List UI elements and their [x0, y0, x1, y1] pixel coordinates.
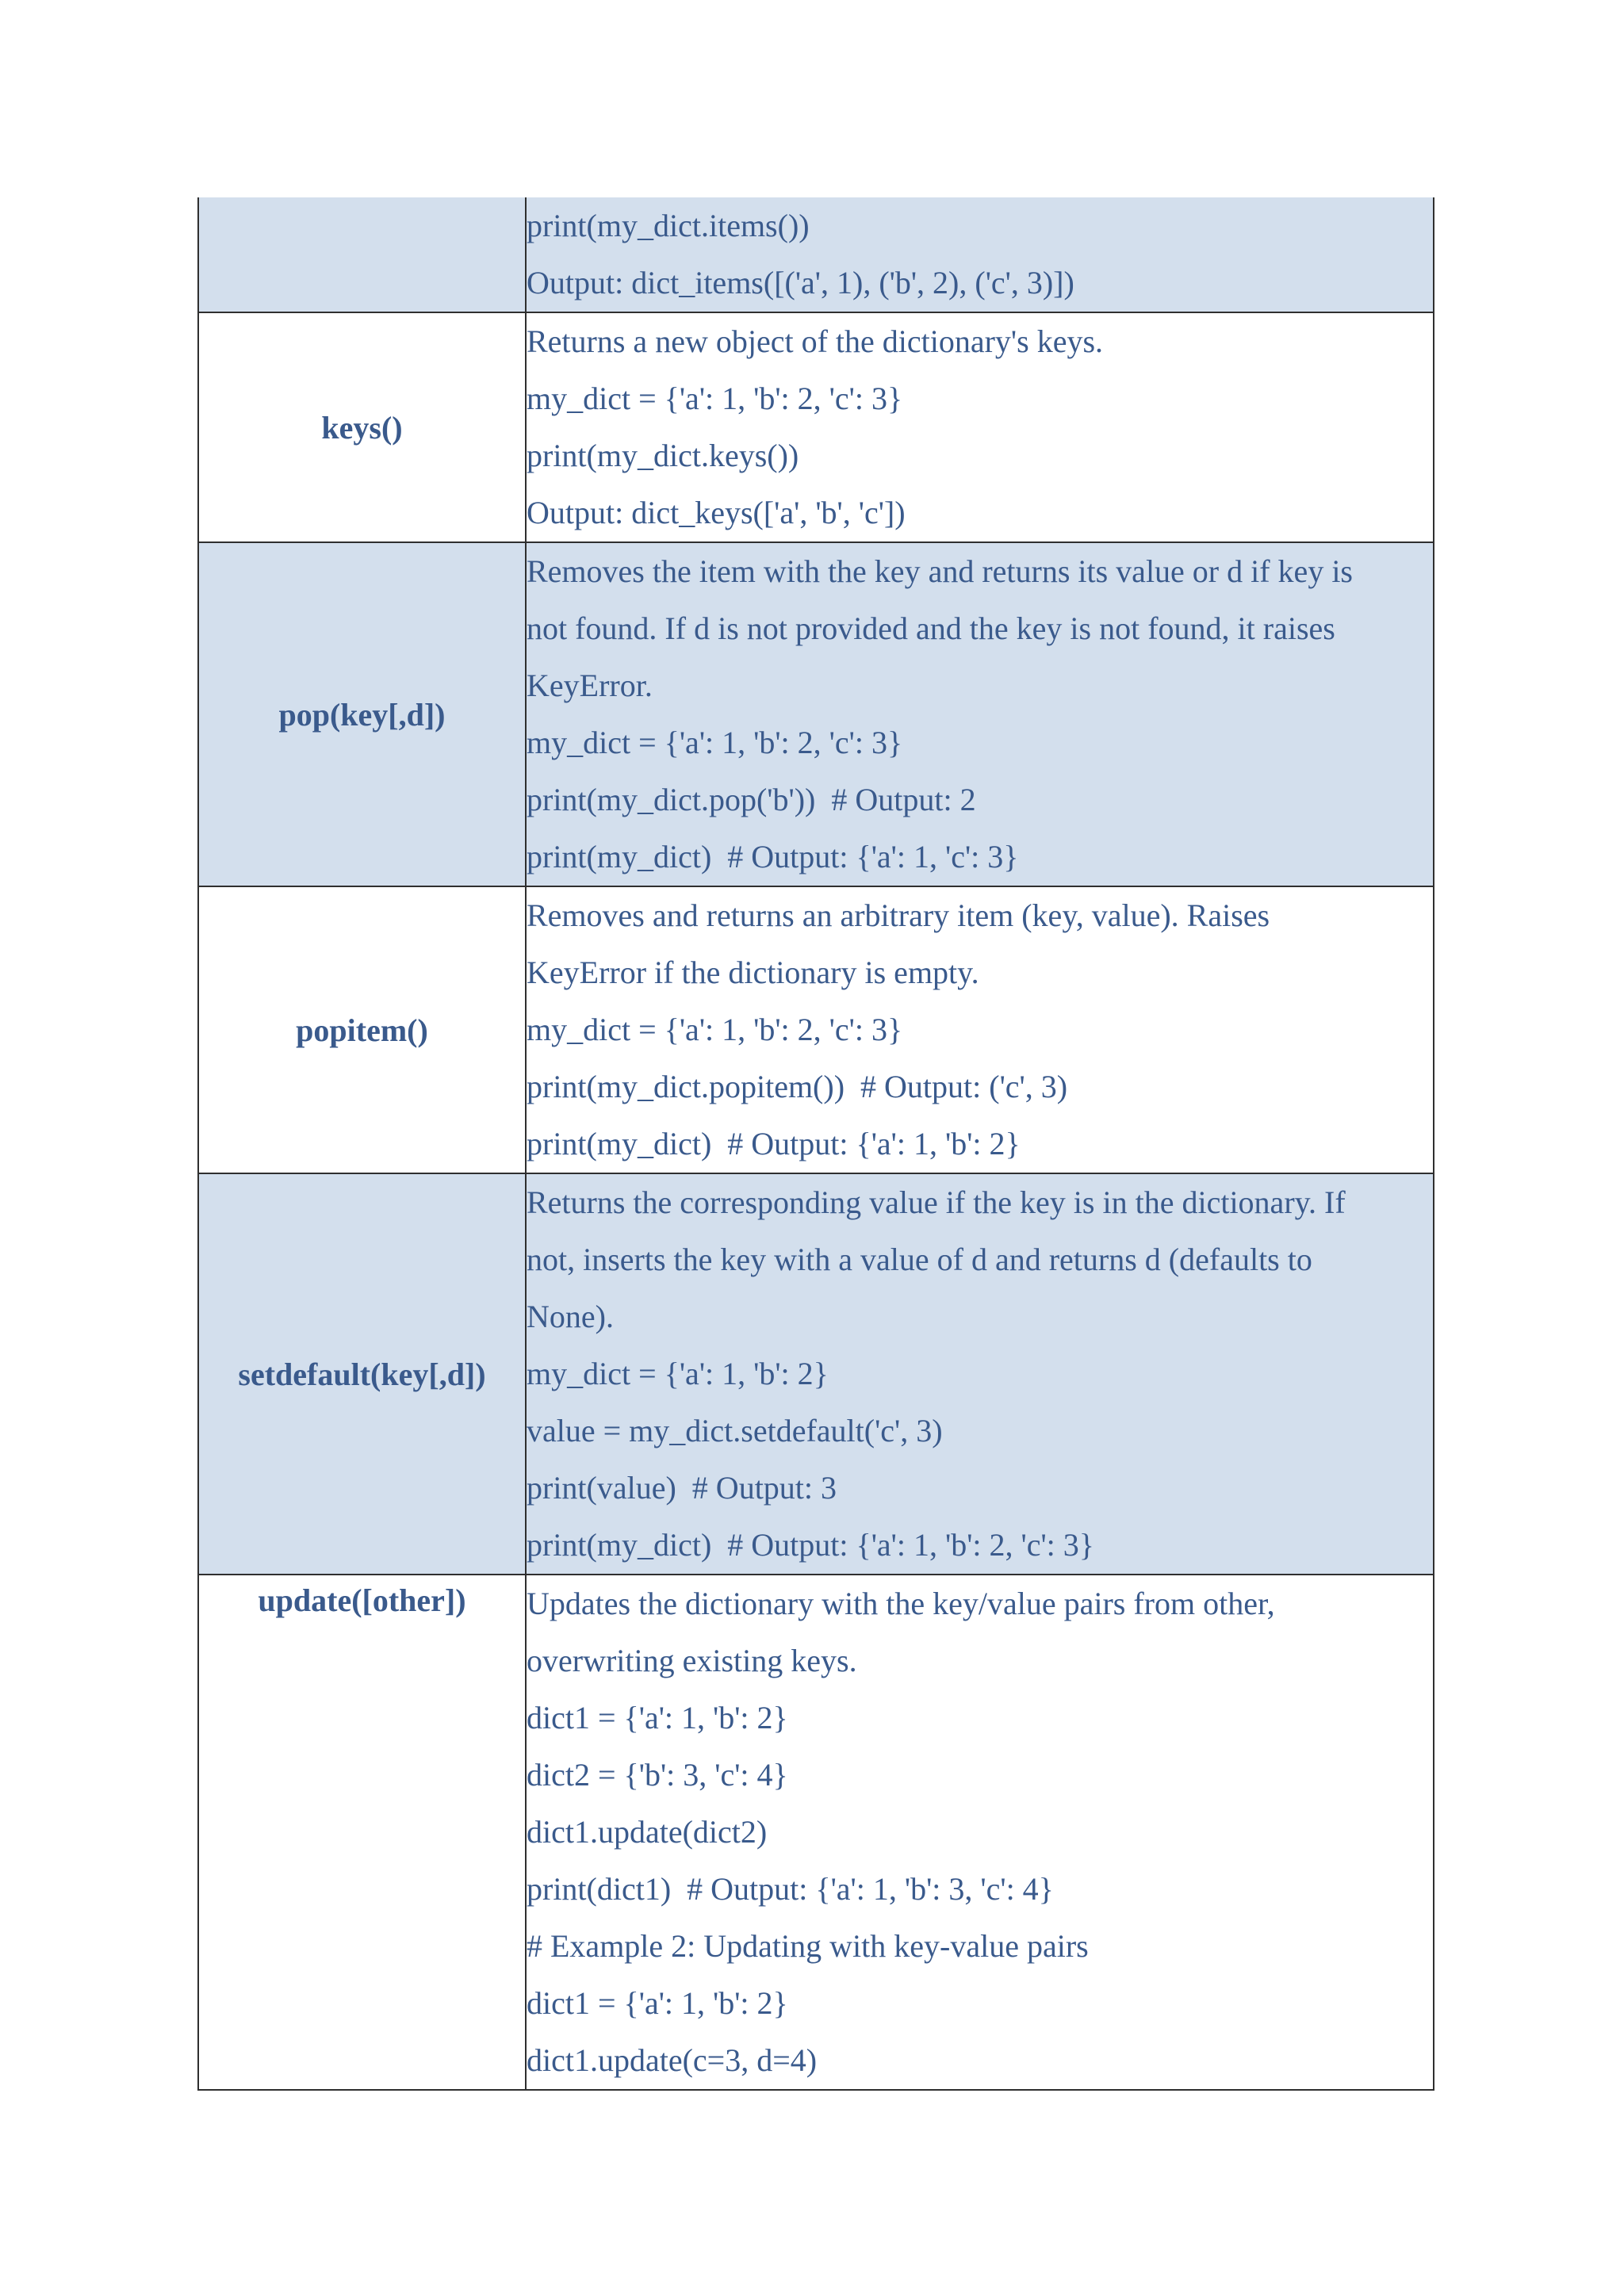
description-line: Removes and returns an arbitrary item (key, value). Raises — [527, 897, 1270, 933]
description-line: not, inserts the key with a value of d and returns d (defaults to — [527, 1242, 1312, 1277]
description-line: dict1 = {'a': 1, 'b': 2} — [527, 1985, 788, 2021]
description-cell — [526, 1173, 1434, 1575]
description-line: Removes the item with the key and returns its value or d if key is — [527, 553, 1353, 589]
description-line: dict1.update(c=3, d=4) — [527, 2042, 818, 2078]
description-cell — [526, 1575, 1434, 2090]
description-line: Returns a new object of the dictionary's keys. — [527, 323, 1104, 359]
table-row — [198, 886, 1434, 1173]
description-cell — [526, 886, 1434, 1173]
method-name: update([other]) — [258, 1582, 466, 1618]
description-line: None). — [527, 1299, 614, 1334]
method-cell — [198, 542, 526, 886]
description-line: KeyError. — [527, 668, 653, 703]
description-line: print(my_dict) # Output: {'a': 1, 'b': 2, 'c': 3} — [527, 1527, 1094, 1563]
table-row — [198, 1575, 1434, 2090]
description-line: Returns the corresponding value if the key is in the dictionary. If — [527, 1184, 1346, 1220]
description-line: Output: dict_items([('a', 1), ('b', 2), ('c', 3)]) — [527, 265, 1074, 300]
description-line: dict1 = {'a': 1, 'b': 2} — [527, 1700, 788, 1735]
dictionary-methods-table — [197, 197, 1434, 2091]
description-line: my_dict = {'a': 1, 'b': 2, 'c': 3} — [527, 381, 903, 416]
description-line: print(my_dict) # Output: {'a': 1, 'b': 2} — [527, 1126, 1021, 1161]
method-cell — [198, 197, 526, 312]
table-row — [198, 1173, 1434, 1575]
description-line: value = my_dict.setdefault('c', 3) — [527, 1413, 943, 1448]
description-line: # Example 2: Updating with key-value pairs — [527, 1928, 1089, 1964]
method-name: pop(key[,d]) — [278, 696, 446, 733]
method-name: popitem() — [296, 1012, 428, 1048]
description-line: my_dict = {'a': 1, 'b': 2, 'c': 3} — [527, 1012, 903, 1047]
description-line: overwriting existing keys. — [527, 1643, 857, 1678]
description-line: dict1.update(dict2) — [527, 1814, 768, 1850]
table-row — [198, 542, 1434, 886]
description-line: print(my_dict.pop('b')) # Output: 2 — [527, 782, 976, 817]
description-line: print(my_dict.popitem()) # Output: ('c', 3) — [527, 1069, 1068, 1104]
method-cell — [198, 1575, 526, 2090]
description-line: KeyError if the dictionary is empty. — [527, 955, 979, 990]
description-line: print(dict1) # Output: {'a': 1, 'b': 3, 'c': 4} — [527, 1871, 1054, 1907]
description-line: my_dict = {'a': 1, 'b': 2} — [527, 1356, 829, 1391]
description-line: not found. If d is not provided and the key is not found, it raises — [527, 610, 1335, 646]
description-line: Output: dict_keys(['a', 'b', 'c']) — [527, 495, 906, 530]
method-cell — [198, 312, 526, 542]
description-line: print(my_dict.items()) — [527, 208, 810, 243]
description-line: print(my_dict) # Output: {'a': 1, 'c': 3} — [527, 839, 1019, 874]
method-cell — [198, 886, 526, 1173]
description-cell — [526, 542, 1434, 886]
description-cell — [526, 312, 1434, 542]
description-cell — [526, 197, 1434, 312]
description-line: dict2 = {'b': 3, 'c': 4} — [527, 1757, 788, 1793]
description-line: print(my_dict.keys()) — [527, 438, 799, 473]
description-line: print(value) # Output: 3 — [527, 1470, 837, 1506]
table-row — [198, 197, 1434, 312]
description-line: Updates the dictionary with the key/value pairs from other, — [527, 1586, 1275, 1621]
description-line: my_dict = {'a': 1, 'b': 2, 'c': 3} — [527, 725, 903, 760]
method-name: keys() — [321, 409, 403, 446]
table-row — [198, 312, 1434, 542]
method-cell — [198, 1173, 526, 1575]
method-name: setdefault(key[,d]) — [238, 1356, 486, 1392]
